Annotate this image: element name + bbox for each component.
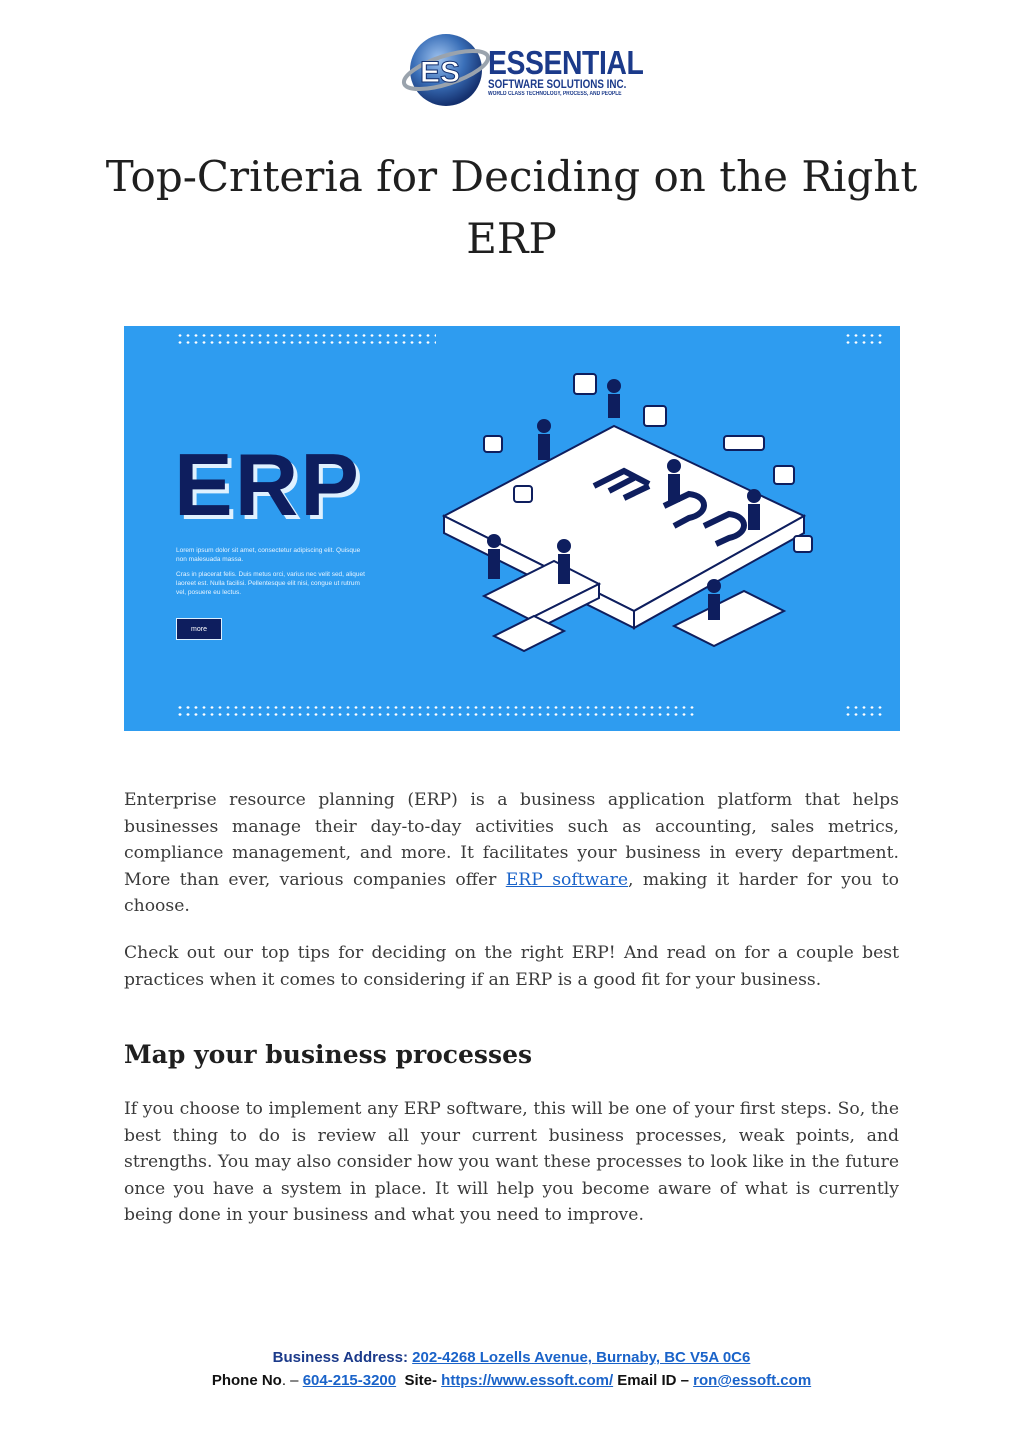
email-label: Email ID – xyxy=(617,1372,689,1389)
decorative-dots-top-left xyxy=(176,332,436,346)
logo-brand-text: ESSENTIAL xyxy=(488,44,644,81)
erp-software-link[interactable]: ERP software xyxy=(505,869,628,890)
company-logo xyxy=(400,26,644,110)
hero-more-button: more xyxy=(176,618,222,640)
intro-text-after-link: , making it harder for you to choose. xyxy=(124,869,899,916)
phone-label: Phone No xyxy=(211,1372,282,1389)
site-label: Site- xyxy=(404,1372,437,1389)
email-link[interactable]: ron@essoft.com xyxy=(693,1372,812,1389)
address-label: Business Address: xyxy=(272,1349,408,1366)
page-title: Top-Criteria for Deciding on the Right ERP xyxy=(105,152,918,263)
decorative-dots-bottom xyxy=(176,704,696,718)
tips-paragraph: Check out our top tips for deciding on the right ERP! And read on for a couple best practices when it comes to considering if an ERP is a good fit for your business. xyxy=(124,943,899,990)
isometric-erp-scene-icon xyxy=(424,366,844,696)
address-link[interactable]: 202-4268 Lozells Avenue, Burnaby, BC V5A 0C6 xyxy=(412,1349,751,1366)
intro-text-before-link: Enterprise resource planning (ERP) is a business application platform that helps businesses manage their day-to-day activities such as accounting, sales metrics, compliance management, and more. It facilitates your business in every department. More than ever, various companies offer xyxy=(124,790,899,890)
section-heading: Map your business processes xyxy=(124,1040,533,1069)
footer-address-line xyxy=(0,1349,1023,1366)
section-paragraph: If you choose to implement any ERP software, this will be one of your first steps. So, the best thing to do is review all your current business processes, weak points, and strengths. You may also consider how you want these processes to look like in the future once you have a system in place. It will help you become aware of what is currently being done in your business and what you need to improve. xyxy=(124,1099,899,1225)
decorative-dots-top-right xyxy=(844,332,884,346)
phone-separator: . – xyxy=(281,1372,299,1389)
hero-lorem-1: Lorem ipsum dolor sit amet, consectetur adipiscing elit. Quisque non malesuada massa. xyxy=(176,547,361,563)
hero-headline: ERP xyxy=(174,435,361,534)
intro-paragraph xyxy=(124,787,899,920)
decorative-dots-bottom-right xyxy=(844,704,884,718)
svg-text:ES: ES xyxy=(420,56,461,89)
logo-globe-icon xyxy=(400,26,492,110)
footer-contact-line xyxy=(0,1372,1023,1389)
logo-tagline: WORLD CLASS TECHNOLOGY, PROCESS, AND PEOPLE xyxy=(488,91,622,97)
phone-link[interactable]: 604-215-3200 xyxy=(302,1372,397,1389)
logo-subtitle: SOFTWARE SOLUTIONS INC. xyxy=(488,77,627,91)
hero-placeholder-text xyxy=(176,546,366,603)
hero-lorem-2: Cras in placerat felis. Duis metus orci, varius nec velit sed, aliquet laoreet est. Nulla facilisi. Pellentesque elit nisi, congue ut rutrum vel, posuere eu lectus. xyxy=(176,571,365,596)
site-link[interactable]: https://www.essoft.com/ xyxy=(441,1372,614,1389)
hero-illustration xyxy=(124,326,900,731)
